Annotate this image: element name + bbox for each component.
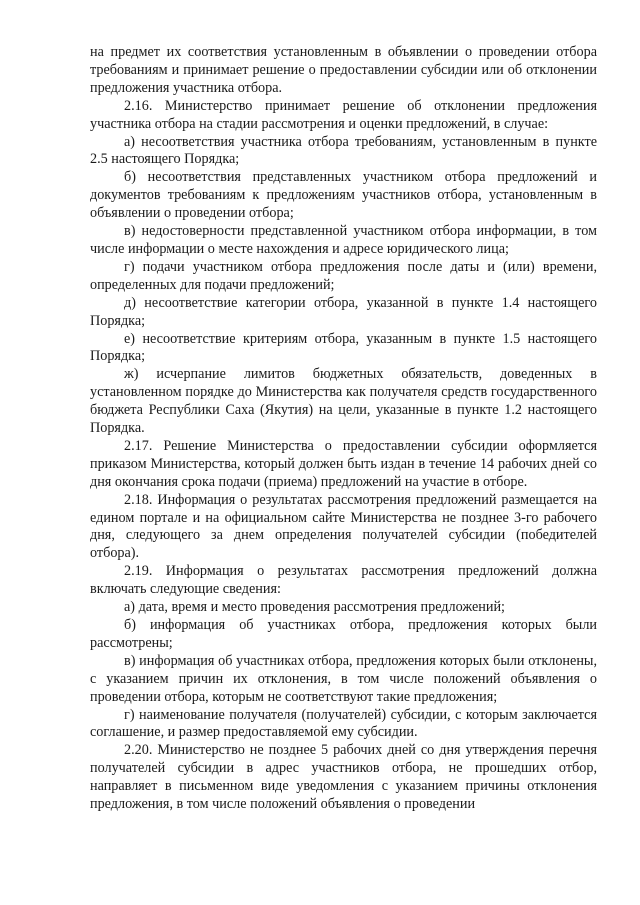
list-item-d: д) несоответствие категории отбора, указанной в пункте 1.4 настоящего Порядка; — [90, 294, 597, 329]
list-item-a-2: а) дата, время и место проведения рассмотрения предложений; — [124, 599, 505, 616]
list-item-a: а) несоответствия участника отбора требованиям, установленным в пункте 2.5 настоящего Порядка; — [90, 133, 597, 168]
list-item-v: в) недостоверности представленной участником отбора информации, в том числе информации о месте нахождения и адресе юридического лица; — [90, 223, 597, 257]
paragraph-2-16: 2.16. Министерство принимает решение об отклонении предложения участника отбора на стадии рассмотрения и оценки предложений, в случае: — [90, 97, 597, 132]
paragraph-2-17: 2.17. Решение Министерства о предоставлении субсидии оформляется приказом Министерства, который должен быть издан в течение 14 рабочих дней со дня окончания срока подачи (приема) предложений на участие в отборе. — [90, 437, 597, 490]
list-item-v-2: в) информация об участниках отбора, предложения которых были отклонены, с указанием причин их отклонения, в том числе положений объявления о проведении отбора, которым не соответствуют такие предложения; — [90, 652, 597, 705]
list-item-g: г) подачи участником отбора предложения после даты и (или) времени, определенных для подачи предложений; — [90, 258, 597, 293]
list-item-b: б) несоответствия представленных участником отбора предложений и документов требованиям к предложениям участников отбора, установленным в объявлении о проведении отбора; — [90, 169, 597, 222]
document-page — [90, 44, 597, 814]
list-item-b-2: б) информация об участниках отбора, предложения которых были рассмотрены; — [90, 617, 597, 651]
paragraph-continuation: на предмет их соответствия установленным в объявлении о проведении отбора требованиям и принимает решение о предоставлении субсидии или об отклонении предложения участника отбора. — [90, 44, 597, 96]
paragraph-2-20: 2.20. Министерство не позднее 5 рабочих дней со дня утверждения перечня получателей субсидии в адрес участников отбора, не прошедших отбор, направляет в письменном виде уведомления с указанием причины отклонения предложения, в том числе положений объявления о проведении — [90, 742, 597, 813]
paragraph-2-19: 2.19. Информация о результатах рассмотрения предложений должна включать следующие сведения: — [90, 563, 597, 598]
paragraph-2-18: 2.18. Информация о результатах рассмотрения предложений размещается на едином портале и на официальном сайте Министерства не позднее 3-го рабочего дня, следующего за днем определения получателей субсидии (победителей отбора). — [90, 491, 597, 562]
list-item-e: е) несоответствие критериям отбора, указанным в пункте 1.5 настоящего Порядка; — [90, 330, 597, 365]
list-item-zh: ж) исчерпание лимитов бюджетных обязательств, доведенных в установленном порядке до Министерства как получателя средств государственного бюджета Республики Саха (Якутия) на цели, указанные в пункте 1.2 настоящего Порядка. — [90, 366, 597, 437]
list-item-g-2: г) наименование получателя (получателей) субсидии, с которым заключается соглашение, и размер предоставляемой ему субсидии. — [90, 706, 597, 741]
